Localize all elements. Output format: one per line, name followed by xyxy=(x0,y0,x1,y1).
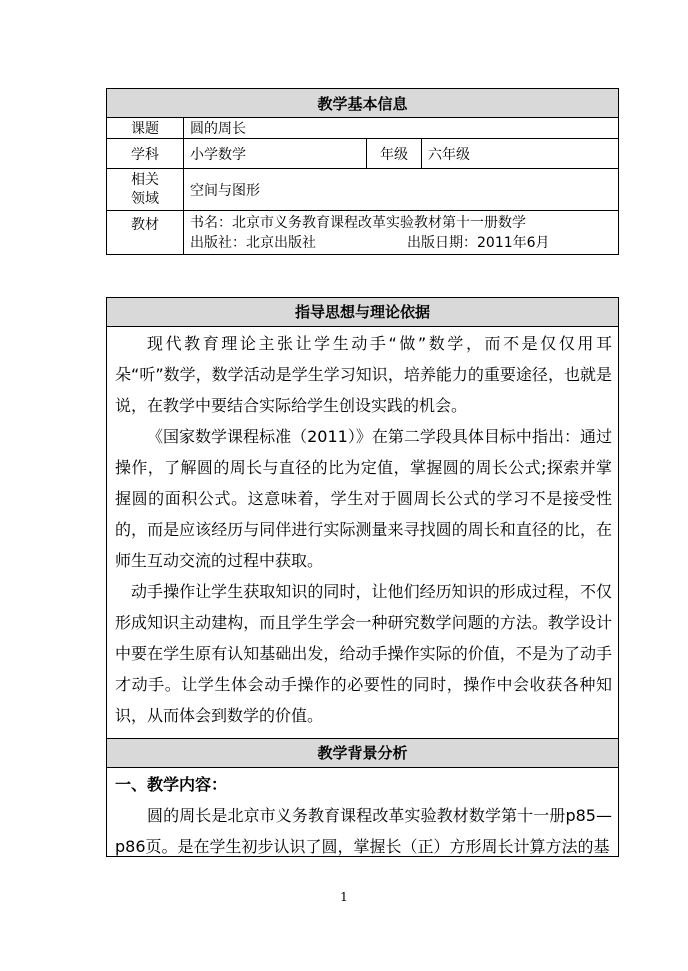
background-section xyxy=(106,738,619,857)
page-number: 1 xyxy=(340,890,348,904)
basic-info-heading: 教学基本信息 xyxy=(107,89,619,118)
textbook-publisher: 出版社：北京出版社 xyxy=(190,234,316,251)
textbook-pub-row xyxy=(190,233,618,253)
grade-value: 六年级 xyxy=(422,139,619,169)
textbook-value xyxy=(184,211,619,255)
domain-label-line2: 领域 xyxy=(131,190,159,207)
subject-label: 学科 xyxy=(107,139,184,169)
subject-value: 小学数学 xyxy=(184,139,367,169)
guidance-paragraph-2: 《国家数学课程标准（2011）》在第二学段具体目标中指出：通过操作，了解圆的周长与直径的比为定值，掌握圆的周长公式;探索并掌握圆的面积公式。这意味着，学生对于圆周长公式的学习不是接受性的，而是应该经历与同伴进行实际测量来寻找圆的周长和直径的比，在师生互动交流的过程中获取。 xyxy=(115,427,612,570)
guidance-paragraph-3: 动手操作让学生获取知识的同时，让他们经历知识的形成过程，不仅形成知识主动建构，而且学生学会一种研究数学问题的方法。教学设计中要在学生原有认知基础出发，给动手操作实际的价值，不是为了动手才动手。让学生体会动手操作的必要性的同时，操作中会收获各种知识，从而体会到数学的价值。 xyxy=(115,582,612,725)
background-heading: 教学背景分析 xyxy=(107,739,618,768)
textbook-title: 书名：北京市义务教育课程改革实验教材第十一册数学 xyxy=(190,214,526,231)
guidance-paragraph-1: 现代教育理论主张让学生动手“做”数学，而不是仅仅用耳朵“听”数学，数学活动是学生学习知识，培养能力的重要途径，也就是说，在教学中要结合实际给学生创设实践的机会。 xyxy=(115,334,612,415)
background-paragraph-1: 圆的周长是北京市义务教育课程改革实验教材数学第十一册p85—p86页。是在学生初步认识了圆，掌握长（正）方形周长计算方法的基 xyxy=(115,806,612,856)
domain-label xyxy=(107,169,184,211)
guidance-section xyxy=(106,297,619,739)
topic-value: 圆的周长 xyxy=(184,118,619,139)
domain-value: 空间与图形 xyxy=(184,169,619,211)
textbook-label: 教材 xyxy=(107,211,184,255)
topic-label: 课题 xyxy=(107,118,184,139)
grade-label: 年级 xyxy=(367,139,422,169)
domain-label-line1: 相关 xyxy=(131,171,159,188)
background-subheading: 一、教学内容： xyxy=(115,775,228,794)
guidance-heading: 指导思想与理论依据 xyxy=(107,298,618,327)
textbook-pub-date: 出版日期：2011年6月 xyxy=(407,234,550,251)
basic-info-table xyxy=(106,88,619,255)
